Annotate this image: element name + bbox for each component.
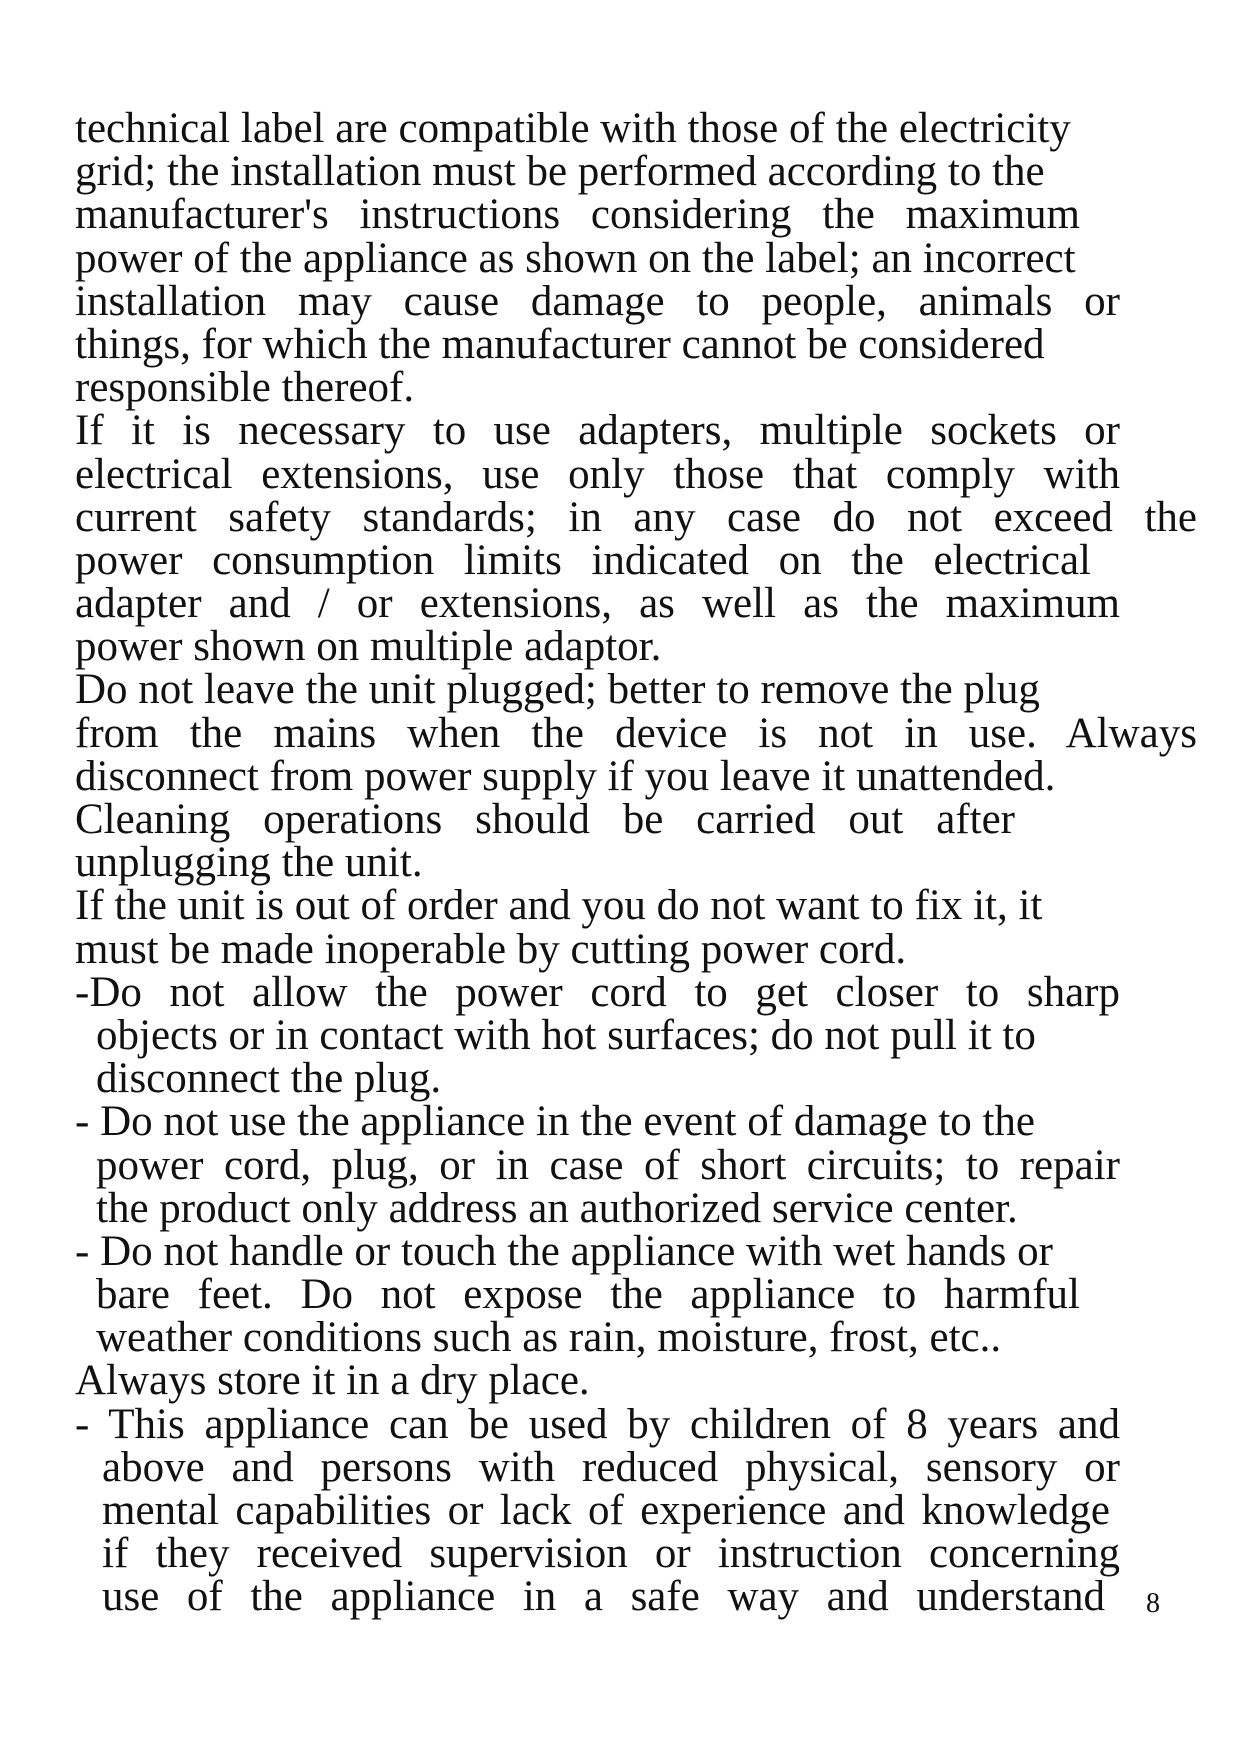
text-line: installation may cause damage to people, animals or: [75, 277, 1120, 325]
page-number: 8: [1146, 1588, 1160, 1619]
text-line: technical label are compatible with those of the electricity: [75, 105, 1071, 152]
text-line: disconnect from power supply if you leave it unattended.: [75, 752, 1056, 800]
list-item-line: use of the appliance in a safe way and understand: [102, 1573, 1105, 1621]
text-line: power consumption limits indicated on the electrical: [75, 536, 1091, 584]
list-item-line: - This appliance can be used by children of 8 years and: [75, 1400, 1120, 1448]
text-line: Always store it in a dry place.: [75, 1357, 590, 1405]
list-item-line: - Do not use the appliance in the event of damage to the: [75, 1098, 1036, 1146]
list-item-line: above and persons with reduced physical, sensory or: [102, 1443, 1120, 1491]
manual-body-text: [75, 107, 1197, 1619]
text-line: unplugging the unit.: [75, 839, 423, 887]
text-line: If it is necessary to use adapters, multiple sockets or: [75, 407, 1120, 455]
text-line: things, for which the manufacturer cannot be considered: [75, 320, 1045, 368]
text-line: current safety standards; in any case do not exceed the: [75, 493, 1197, 541]
list-item-line: disconnect the plug.: [96, 1055, 442, 1103]
list-item-line: bare feet. Do not expose the appliance to harmful: [96, 1271, 1080, 1319]
list-item-line: if they received supervision or instruction concerning: [102, 1530, 1120, 1578]
text-line: Cleaning operations should be carried out after: [75, 796, 1015, 843]
text-line: If the unit is out of order and you do not want to fix it, it: [75, 882, 1043, 930]
list-item-line: weather conditions such as rain, moisture, frost, etc..: [96, 1314, 1002, 1362]
list-item-line: objects or in contact with hot surfaces; do not pull it to: [96, 1011, 1036, 1059]
list-item-line: - Do not handle or touch the appliance with wet hands or: [75, 1227, 1053, 1275]
text-line: must be made inoperable by cutting power cord.: [75, 925, 907, 973]
list-item-line: power cord, plug, or in case of short circuits; to repair: [96, 1141, 1120, 1189]
list-item-line: -Do not allow the power cord to get closer to sharp: [75, 968, 1120, 1016]
list-item-line: the product only address an authorized service center.: [96, 1184, 1018, 1232]
text-line: power of the appliance as shown on the label; an incorrect: [75, 234, 1076, 282]
text-line: manufacturer's instructions considering the maximum: [75, 191, 1080, 239]
text-line: Do not leave the unit plugged; better to remove the plug: [75, 666, 1040, 714]
text-line: responsible thereof.: [75, 364, 415, 412]
list-item-line: mental capabilities or lack of experience and knowledge: [102, 1487, 1110, 1534]
text-line: grid; the installation must be performed according to the: [75, 148, 1045, 196]
text-line: adapter and / or extensions, as well as the maximum: [75, 580, 1120, 628]
text-line: electrical extensions, use only those that comply with: [75, 450, 1120, 498]
text-line: from the mains when the device is not in use. Always: [75, 709, 1197, 757]
text-line: power shown on multiple adaptor.: [75, 623, 662, 671]
